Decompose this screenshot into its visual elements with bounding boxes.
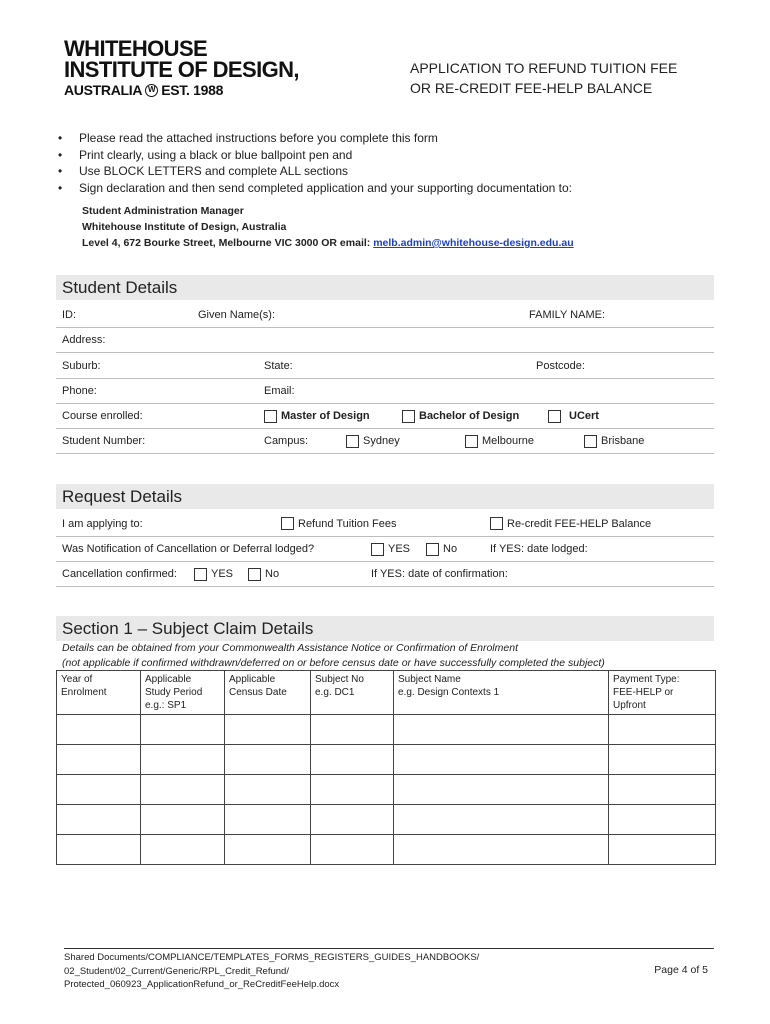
confirmed-label: Cancellation confirmed: xyxy=(62,568,177,580)
logo-line-3 xyxy=(64,82,354,99)
table-cell[interactable] xyxy=(394,835,609,865)
section1-heading: Section 1 – Subject Claim Details xyxy=(56,616,714,641)
table-cell[interactable] xyxy=(311,745,394,775)
table-cell[interactable] xyxy=(609,835,716,865)
student-row-course xyxy=(56,404,714,429)
table-cell[interactable] xyxy=(141,805,225,835)
footer-path-3: Protected_060923_ApplicationRefund_or_ReCreditFeeHelp.docx xyxy=(64,979,340,990)
table-cell[interactable] xyxy=(225,835,311,865)
instruction-list xyxy=(58,130,572,196)
family-name-label: FAMILY NAME: xyxy=(529,308,606,321)
instruction-item: • Please read the attached instructions before you complete this form xyxy=(58,130,572,147)
ucert-checkbox[interactable] xyxy=(548,410,561,423)
section1-note-2: (not applicable if confirmed withdrawn/deferred on or before census date or have successfully completed the subject) xyxy=(62,657,605,669)
table-header-row xyxy=(57,671,716,715)
recredit-option[interactable] xyxy=(490,511,651,536)
melbourne-option-label: Melbourne xyxy=(482,435,534,447)
request-details-heading: Request Details xyxy=(56,484,714,509)
notification-yes-checkbox[interactable] xyxy=(371,543,384,556)
table-cell[interactable] xyxy=(57,835,141,865)
refund-checkbox[interactable] xyxy=(281,517,294,530)
table-cell[interactable] xyxy=(311,805,394,835)
confirmed-no-checkbox[interactable] xyxy=(248,568,261,581)
table-cell[interactable] xyxy=(57,715,141,745)
address-recipient: Student Administration Manager xyxy=(82,205,244,217)
logo-established: EST. 1988 xyxy=(161,82,224,98)
ucert-option-label: UCert xyxy=(569,410,599,422)
table-cell[interactable] xyxy=(394,745,609,775)
date-lodged-label: If YES: date lodged: xyxy=(490,543,588,555)
confirmed-no-label: No xyxy=(265,568,280,580)
suburb-label: Suburb: xyxy=(62,359,101,372)
mailing-address xyxy=(82,203,574,251)
table-cell[interactable] xyxy=(609,715,716,745)
campus-sydney-option[interactable] xyxy=(346,429,400,453)
logo-line-1: WHITEHOUSE xyxy=(64,36,208,61)
table-row xyxy=(57,805,716,835)
instruction-item: • Print clearly, using a black or blue ballpoint pen and xyxy=(58,147,572,164)
brisbane-option-label: Brisbane xyxy=(601,435,645,447)
section1-notes xyxy=(62,641,605,671)
email-link[interactable]: melb.admin@whitehouse-design.edu.au xyxy=(373,237,574,249)
master-option-label: Master of Design xyxy=(281,410,370,422)
table-row xyxy=(57,775,716,805)
table-cell[interactable] xyxy=(141,775,225,805)
table-cell[interactable] xyxy=(57,805,141,835)
course-label: Course enrolled: xyxy=(62,410,143,422)
table-cell[interactable] xyxy=(225,745,311,775)
table-cell[interactable] xyxy=(141,715,225,745)
table-cell[interactable] xyxy=(311,775,394,805)
table-row xyxy=(57,745,716,775)
footer-path-1: Shared Documents/COMPLIANCE/TEMPLATES_FORMS_REGISTERS_GUIDES_HANDBOOKS/ xyxy=(64,952,480,963)
form-title-line-2: OR RE-CREDIT FEE-HELP BALANCE xyxy=(410,80,653,96)
given-name-label: Given Name(s): xyxy=(198,308,276,321)
notification-yes-label: YES xyxy=(388,543,411,555)
student-details-heading: Student Details xyxy=(56,275,714,300)
col-payment-type-header: Payment Type: FEE-HELP or Upfront xyxy=(609,671,716,715)
table-cell[interactable] xyxy=(225,805,311,835)
logo-seal-icon: W xyxy=(145,84,158,97)
section1-note-1: Details can be obtained from your Commonwealth Assistance Notice or Confirmation of Enrolment xyxy=(62,642,518,654)
recredit-option-label: Re-credit FEE-HELP Balance xyxy=(507,517,652,530)
page-number: Page 4 of 5 xyxy=(654,964,708,976)
id-label: ID: xyxy=(62,308,77,321)
subject-claims-table xyxy=(56,670,716,865)
email-label: Email: xyxy=(264,385,295,397)
brisbane-checkbox[interactable] xyxy=(584,435,597,448)
col-year-header: Year of Enrolment xyxy=(57,671,141,715)
table-cell[interactable] xyxy=(141,835,225,865)
campus-label: Campus: xyxy=(264,435,309,447)
form-title-line-1: APPLICATION TO REFUND TUITION FEE xyxy=(410,60,678,76)
phone-label: Phone: xyxy=(62,385,97,397)
table-cell[interactable] xyxy=(311,715,394,745)
table-cell[interactable] xyxy=(394,715,609,745)
table-cell[interactable] xyxy=(394,805,609,835)
melbourne-checkbox[interactable] xyxy=(465,435,478,448)
sydney-checkbox[interactable] xyxy=(346,435,359,448)
notification-label: Was Notification of Cancellation or Deferral lodged? xyxy=(62,543,315,555)
notification-no-checkbox[interactable] xyxy=(426,543,439,556)
request-row-applying xyxy=(56,511,714,537)
table-row xyxy=(57,835,716,865)
student-row-names xyxy=(56,302,714,328)
address-label: Address: xyxy=(62,334,106,346)
table-cell[interactable] xyxy=(394,775,609,805)
table-row xyxy=(57,715,716,745)
course-master-option[interactable] xyxy=(264,404,370,428)
state-label: State: xyxy=(264,359,293,372)
col-census-date-header: Applicable Census Date xyxy=(225,671,311,715)
table-cell[interactable] xyxy=(609,775,716,805)
course-bachelor-option[interactable] xyxy=(402,404,519,428)
student-number-label: Student Number: xyxy=(62,435,146,447)
request-row-confirmed xyxy=(56,562,714,587)
student-row-suburb xyxy=(56,353,714,379)
confirmed-no-option[interactable] xyxy=(248,562,279,586)
confirmed-yes-option[interactable] xyxy=(194,562,233,586)
table-cell[interactable] xyxy=(225,715,311,745)
address-institute: Whitehouse Institute of Design, Australia xyxy=(82,221,287,233)
master-checkbox[interactable] xyxy=(264,410,277,423)
postcode-label: Postcode: xyxy=(536,359,585,372)
address-street xyxy=(82,235,574,251)
notification-yes-option[interactable] xyxy=(371,537,410,561)
col-study-period-header: Applicable Study Period e.g.: SP1 xyxy=(141,671,225,715)
page-footer xyxy=(64,948,714,992)
campus-melbourne-option[interactable] xyxy=(465,429,534,453)
bachelor-option-label: Bachelor of Design xyxy=(419,410,520,422)
confirmed-yes-checkbox[interactable] xyxy=(194,568,207,581)
table-cell[interactable] xyxy=(57,745,141,775)
student-row-contact xyxy=(56,379,714,404)
refund-option-label: Refund Tuition Fees xyxy=(298,517,397,530)
course-ucert-option[interactable] xyxy=(548,404,599,428)
date-confirmation-label: If YES: date of confirmation: xyxy=(371,568,508,580)
campus-brisbane-option[interactable] xyxy=(584,429,644,453)
logo-country: AUSTRALIA xyxy=(64,82,143,98)
sydney-option-label: Sydney xyxy=(363,435,400,447)
notification-no-label: No xyxy=(443,543,458,555)
table-cell[interactable] xyxy=(609,745,716,775)
notification-no-option[interactable] xyxy=(426,537,457,561)
col-subject-name-header: Subject Name e.g. Design Contexts 1 xyxy=(394,671,609,715)
bachelor-checkbox[interactable] xyxy=(402,410,415,423)
refund-option[interactable] xyxy=(281,511,396,536)
student-row-campus xyxy=(56,429,714,454)
footer-path-2: 02_Student/02_Current/Generic/RPL_Credit_Refund/ xyxy=(64,965,289,977)
table-cell[interactable] xyxy=(225,775,311,805)
table-cell[interactable] xyxy=(311,835,394,865)
request-row-notification xyxy=(56,537,714,562)
applying-label: I am applying to: xyxy=(62,517,143,530)
table-cell[interactable] xyxy=(609,805,716,835)
col-subject-no-header: Subject No e.g. DC1 xyxy=(311,671,394,715)
address-street-text: Level 4, 672 Bourke Street, Melbourne VIC 3000 OR email: xyxy=(82,237,374,249)
institute-logo xyxy=(64,38,354,99)
instruction-item: • Use BLOCK LETTERS and complete ALL sections xyxy=(58,163,572,180)
instruction-item: • Sign declaration and then send completed application and your supporting documentation to: xyxy=(58,180,572,197)
table-cell[interactable] xyxy=(141,745,225,775)
confirmed-yes-label: YES xyxy=(211,568,234,580)
student-row-address xyxy=(56,328,714,353)
recredit-checkbox[interactable] xyxy=(490,517,503,530)
form-title xyxy=(410,58,677,98)
table-cell[interactable] xyxy=(57,775,141,805)
logo-line-2: INSTITUTE OF DESIGN, xyxy=(64,57,299,82)
